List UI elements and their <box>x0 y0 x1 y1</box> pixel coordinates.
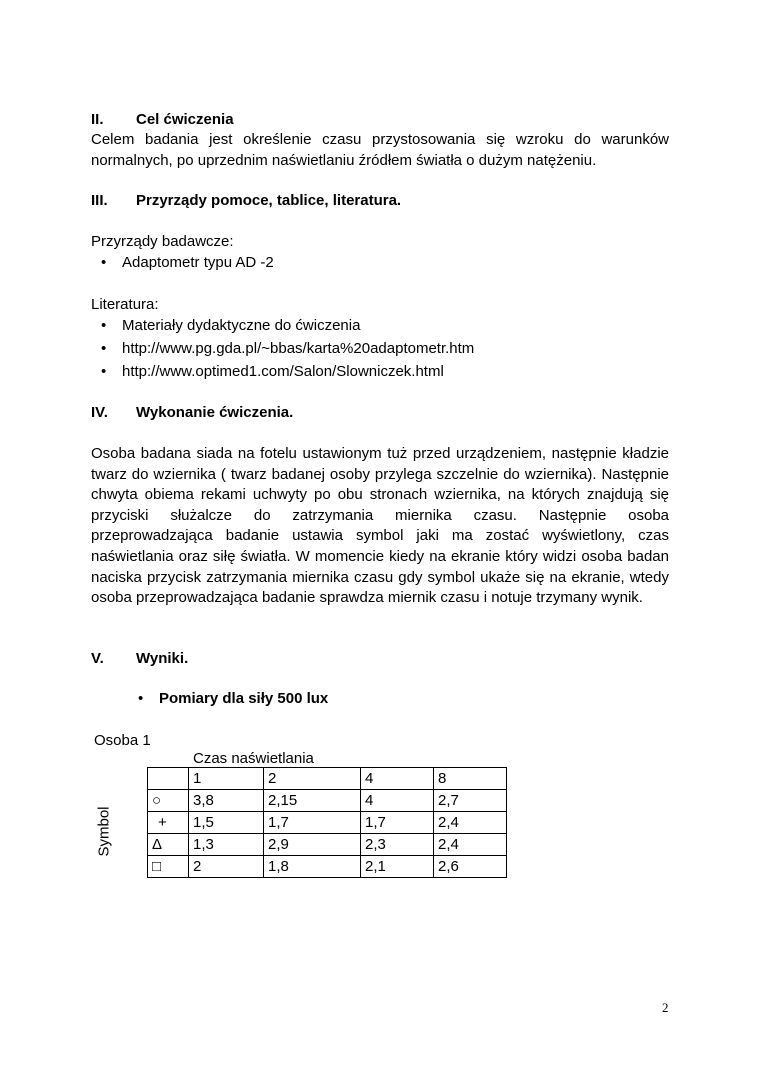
table-cell: 1,7 <box>361 812 434 834</box>
table-row <box>148 856 507 878</box>
table-cell: 3,8 <box>189 790 264 812</box>
list-item <box>101 363 444 380</box>
page-number: 2 <box>662 1000 669 1015</box>
table-cell: 8 <box>434 768 507 790</box>
table-cell: 1,7 <box>264 812 361 834</box>
table-row <box>148 812 507 834</box>
results-bullet-text: Pomiary dla siły 500 lux <box>159 690 329 707</box>
section-2-title: Cel ćwiczenia <box>136 111 234 128</box>
table-cell: 1,8 <box>264 856 361 878</box>
table-cell <box>148 768 189 790</box>
section-4-body: Osoba badana siada na fotelu ustawionym tuż przed urządzeniem, następnie kładzie twarz do wziernika ( twarz badanej osoby przylega szczelnie do wziernika). Następnie chwyta obiema rekami uchwyty po obu stronach wziernika, na których znajdują się przyciski służalcze do zatrzymania miernika czasu. Następnie osoba przeprowadzająca badanie ustawia symbol jaki ma zostać wyświetlony, czas naświetlania oraz siłę światła. W momencie kiedy na ekranie który widzi osoba badan naciska przycisk zatrzymania miernika czasu gdy symbol ukaże się na ekranie, wtedy osoba przeprowadzająca badanie sprawdza miernik czasu i notuje trzymany wynik. <box>91 445 669 607</box>
list-item <box>101 317 360 334</box>
results-table <box>147 767 507 878</box>
section-4-title: Wykonanie ćwiczenia. <box>136 404 294 421</box>
list-item <box>101 254 274 271</box>
column-caption: Czas naświetlania <box>193 750 314 767</box>
section-4-heading <box>91 404 293 421</box>
symbol-square-cell: □ <box>148 856 189 878</box>
table-cell: 2,6 <box>434 856 507 878</box>
row-caption: Symbol <box>95 806 113 857</box>
table-cell: 1 <box>189 768 264 790</box>
table-cell: 2,3 <box>361 834 434 856</box>
table-row <box>148 834 507 856</box>
list-item <box>101 340 474 357</box>
table-cell: 2,15 <box>264 790 361 812</box>
section-2-body: Celem badania jest określenie czasu przystosowania się wzroku do warunków normalnych, po uprzednim naświetlaniu źródłem światła o dużym natężeniu. <box>91 131 669 169</box>
table-header-row <box>148 768 507 790</box>
section-5-number: V. <box>91 650 104 667</box>
literature-item: Materiały dydaktyczne do ćwiczenia <box>122 317 361 334</box>
section-4-number: IV. <box>91 404 108 421</box>
section-3-title: Przyrządy pomoce, tablice, literatura. <box>136 192 402 209</box>
table-cell: 2,9 <box>264 834 361 856</box>
table-cell: 2 <box>189 856 264 878</box>
section-2-heading <box>91 111 234 128</box>
table-cell: 2,7 <box>434 790 507 812</box>
section-3-number: III. <box>91 192 108 209</box>
table-row <box>148 790 507 812</box>
bullet-icon: • <box>101 340 107 357</box>
table-cell: 2,1 <box>361 856 434 878</box>
symbol-circle-cell: ○ <box>148 790 189 812</box>
bullet-icon: • <box>101 363 107 380</box>
bullet-icon: • <box>138 690 144 707</box>
results-bullet <box>138 690 328 707</box>
person-label: Osoba 1 <box>94 732 151 749</box>
symbol-plus-cell: + <box>148 812 189 834</box>
table-cell: 2,4 <box>434 812 507 834</box>
table-cell: 1,3 <box>189 834 264 856</box>
section-5-title: Wyniki. <box>136 650 189 667</box>
symbol-delta-cell: Δ <box>148 834 189 856</box>
table-cell: 2,4 <box>434 834 507 856</box>
section-2-number: II. <box>91 111 104 128</box>
table-cell: 1,5 <box>189 812 264 834</box>
instrument-item: Adaptometr typu AD -2 <box>122 254 274 271</box>
table-cell: 2 <box>264 768 361 790</box>
table-cell: 4 <box>361 768 434 790</box>
table-cell: 4 <box>361 790 434 812</box>
section-3-heading <box>91 192 401 209</box>
literature-link[interactable]: http://www.pg.gda.pl/~bbas/karta%20adaptometr.htm <box>122 340 475 357</box>
bullet-icon: • <box>101 317 107 334</box>
literature-label: Literatura: <box>91 296 159 313</box>
bullet-icon: • <box>101 254 107 271</box>
section-5-heading <box>91 650 188 667</box>
instruments-label: Przyrządy badawcze: <box>91 233 234 250</box>
literature-link[interactable]: http://www.optimed1.com/Salon/Slowniczek.html <box>122 363 444 380</box>
